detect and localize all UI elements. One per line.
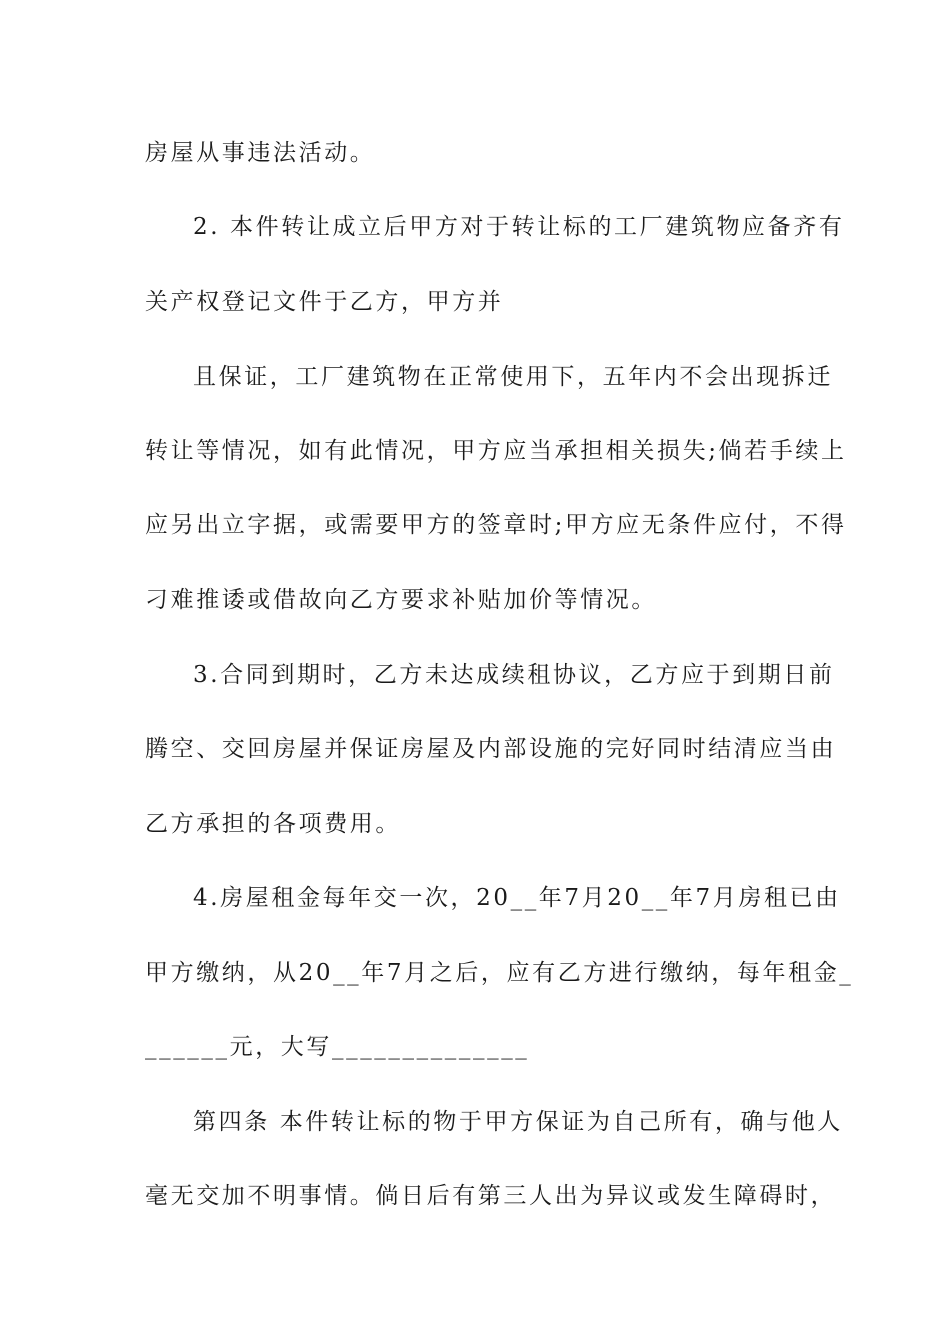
- text-line: ______元，大写______________: [145, 1034, 530, 1060]
- text-line: 转让等情况，如有此情况，甲方应当承担相关损失;倘若手续上: [145, 438, 847, 464]
- text-line: 第四条 本件转让标的物于甲方保证为自己所有，确与他人: [193, 1109, 843, 1135]
- text-line: 关产权登记文件于乙方，甲方并: [145, 289, 504, 315]
- text-line: 毫无交加不明事情。倘日后有第三人出为异议或发生障碍时，: [145, 1183, 837, 1209]
- text-line: 乙方承担的各项费用。: [145, 811, 401, 837]
- text-line: 3.合同到期时，乙方未达成续租协议，乙方应于到期日前: [193, 662, 835, 688]
- text-line: 且保证，工厂建筑物在正常使用下，五年内不会出现拆迁: [193, 364, 833, 390]
- text-line: 刁难推诿或借故向乙方要求补贴加价等情况。: [145, 587, 657, 613]
- text-line: 应另出立字据，或需要甲方的签章时;甲方应无条件应付，不得: [145, 512, 847, 538]
- text-line: 腾空、交回房屋并保证房屋及内部设施的完好同时结清应当由: [145, 736, 837, 762]
- text-line: 房屋从事违法活动。: [145, 140, 376, 166]
- text-line: 甲方缴纳，从20__年7月之后，应有乙方进行缴纳，每年租金_: [145, 960, 854, 986]
- text-line: 4.房屋租金每年交一次，20__年7月20__年7月房租已由: [193, 885, 841, 911]
- text-line: 2. 本件转让成立后甲方对于转让标的工厂建筑物应备齐有: [193, 214, 845, 240]
